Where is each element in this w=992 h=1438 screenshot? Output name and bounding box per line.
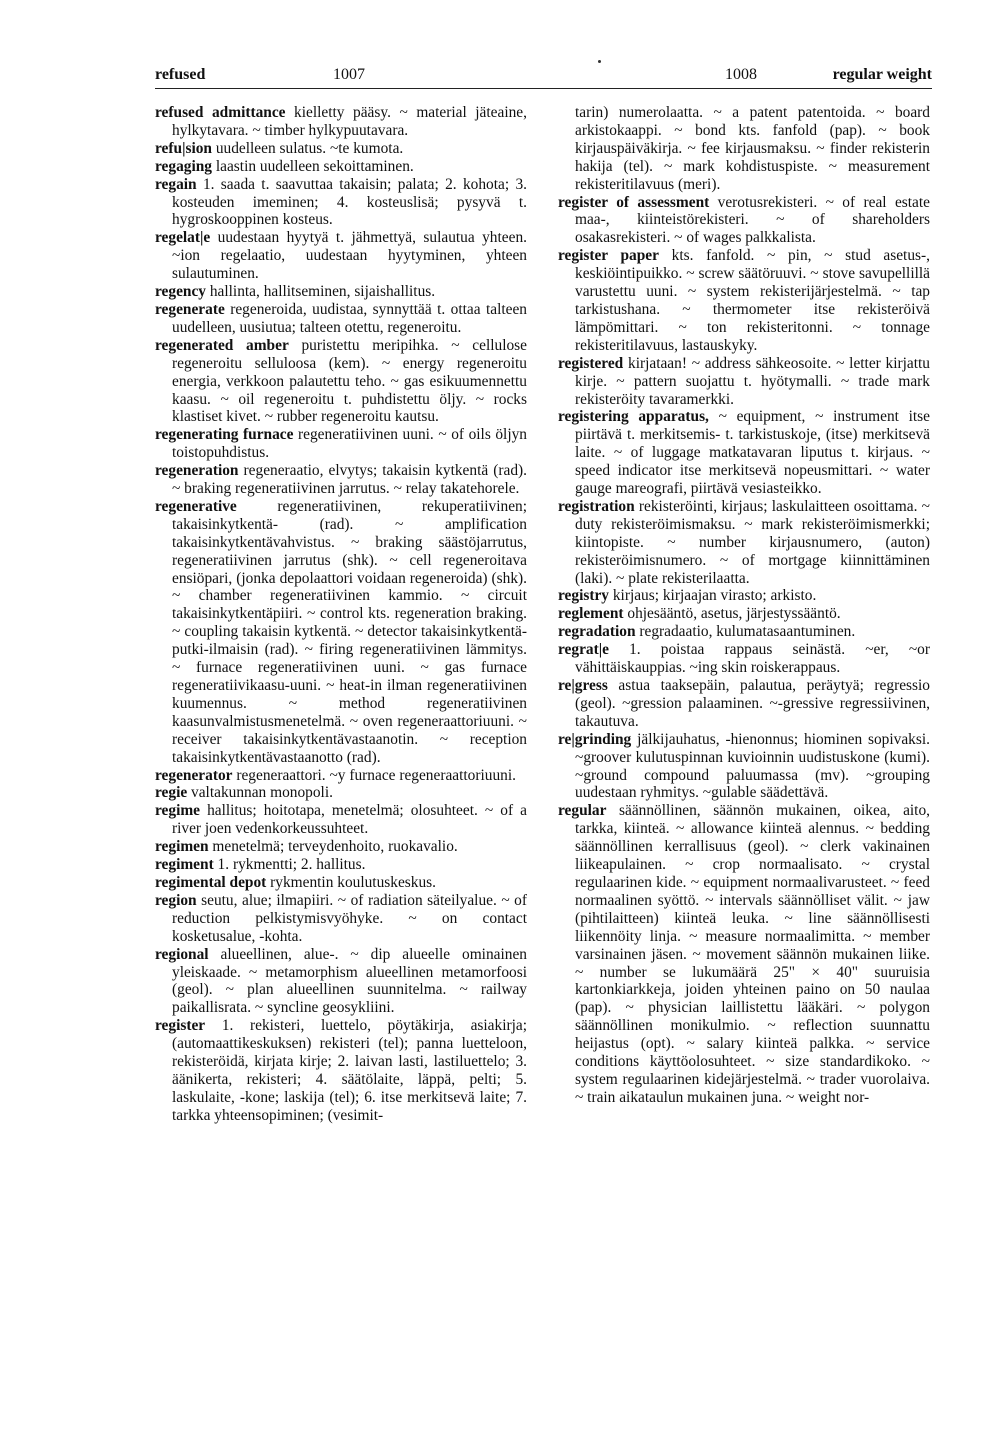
entry-definition: jälkijauhatus, -hienonnus; hiominen sopivaksi. ~groover kulutuspinnan kuvioinnin uudistuskone (kumi). ~ground compound paluumassa (mv). ~grouping uudestaan ryhmitys. ~gulable säädettävä. [575, 730, 930, 802]
entry-definition: ohjesääntö, asetus, järjestyssääntö. [623, 605, 841, 623]
entry-headword: regiment [155, 856, 214, 874]
entry-definition: laastin uudelleen sekoittaminen. [212, 157, 414, 175]
entry-headword: regimen [155, 838, 209, 856]
dictionary-entry [155, 856, 527, 874]
dictionary-entry [155, 874, 527, 892]
dictionary-entry [155, 140, 527, 158]
running-header [155, 62, 932, 89]
entry-headword: registering apparatus, [558, 408, 709, 426]
entry-definition: tarin) numerolaatta. ~ a patent patentoida. ~ board arkistokaappi. ~ bond kts. fanfold (pap). ~ book kirjauspäiväkirja. ~ fee kirjausmaksu. ~ finder rekisterin hakija (tel). ~ mark kohdistuspiste. ~ measurement rekisteritilavuus (meri). [575, 104, 930, 193]
entry-headword: registration [558, 497, 635, 515]
entry-definition: regeneraatio, elvytys; takaisin kytkentä (rad). ~ braking regeneratiivinen jarrutus. ~ relay takatehorele. [172, 462, 527, 498]
entry-definition: 1. rykmentti; 2. hallitus. [213, 856, 366, 874]
entry-definition: alueellinen, alue-. ~ dip alueelle ominainen yleiskaade. ~ metamorphism alueellinen metamorfoosi (geol). ~ plan alueellinen suunnitelma. ~ railway paikallisrata. ~ syncline geosykliini. [172, 945, 527, 1017]
entry-definition: uudestaan hyytyä t. jähmettyä, sulautua yhteen. ~ion regelaatio, uudestaan hyytyminen, yhteen sulautuminen. [172, 229, 527, 283]
dictionary-entry [155, 802, 527, 838]
dictionary-entry [155, 426, 527, 462]
entry-definition: regradaatio, kulumatasaantuminen. [635, 623, 856, 641]
entry-definition: puristettu meripihka. ~ cellulose regeneroitu selluloosa (kem). ~ energy regeneroitu energia, verkkoon palautettu teho. ~ gas esikuumennettu kaasu. ~ oil regeneroitu t. puhdistettu öljy. ~ rocks klastiset kivet. ~ rubber regeneroitu kautsu. [172, 336, 527, 426]
entry-headword: regular [558, 802, 607, 820]
entry-headword: refused admittance [155, 104, 286, 121]
entry-headword: registered [558, 354, 624, 372]
entry-definition: menetelmä; terveydenhoito, ruokavalio. [208, 838, 458, 856]
dictionary-entry [155, 892, 527, 946]
right-column [558, 104, 930, 1107]
dictionary-entry [558, 247, 930, 354]
dictionary-entry [558, 802, 930, 1106]
entry-headword: regenerative [155, 497, 237, 515]
dictionary-entry [558, 731, 930, 803]
right-guide-word: regular weight [832, 66, 932, 83]
entry-headword: regradation [558, 623, 636, 641]
entry-headword: regrat|e [558, 641, 609, 659]
entry-headword: regenerate [155, 300, 225, 318]
entry-headword: re|grinding [558, 730, 632, 748]
entry-definition: rykmentin koulutuskeskus. [266, 873, 437, 891]
entry-definition: 1. rekisteri, luettelo, pöytäkirja, asiakirja; (automaattikeskuksen) rekisteri (tel); panna luetteloon, rekisteröidä, kirjata kirje; 2. laivan lasti, lastiluettelo; 3. äänikerta, rekisteri; 4. säätölaite, läppä, pelti; 5. laskulaite, -kone; laskija (tel); 6. itse merkitsevä laite; 7. tarkka yhteensopiminen; (vesimit- [172, 1017, 527, 1124]
entry-headword: regain [155, 175, 197, 193]
entry-headword: registry [558, 587, 609, 605]
dictionary-entry [155, 498, 527, 767]
entry-definition: uudelleen sulatus. ~te kumota. [211, 139, 404, 157]
entry-definition: säännöllinen, säännön mukainen, oikea, aito, tarkka, kiinteä. ~ allowance kiinteä alennus. ~ bedding säännöllinen kerrallisuus (geol). ~ clerk vakinainen liikeapulainen. ~ crop normaalisato. ~ crystal regulaarinen kide. ~ equipment normaalivarusteet. ~ feed normaalinen syöttö. ~ intervals säännölliset välit. ~ jaw (pihtilaitteen) kiinteä leuka. ~ line säännöllisesti liikennöity linja. ~ measure normaalimitta. ~ member varsinainen jäsen. ~ movement säännön mukainen liike. ~ number se lukumäärä 25" × 40" suuruisia kartonkiarkkeja, joiden yhteinen paino on 50 naulaa (pap). ~ physician laillistettu lääkäri. ~ polygon säännöllinen monikulmio. ~ reflection suunnattu heijastus (opt). ~ salary kiinteä palkka. ~ service conditions käyttöolosuhteet. ~ size standardikoko. ~ system regulaarinen kidejärjestelmä. ~ trader vuorolaiva. ~ train aikataulun mukainen juna. ~ weight nor- [575, 802, 930, 1106]
entry-headword: regenerating furnace [155, 426, 294, 444]
entry-headword: register paper [558, 247, 659, 265]
entry-definition: regeneraattori. ~y furnace regeneraattoriuuni. [232, 766, 516, 784]
entry-definition: 1. saada t. saavuttaa takaisin; palata; 2. kohota; 3. kosteuden imeminen; 4. kosteuslisä; pysyvä t. hygroskooppinen kosteus. [172, 175, 527, 229]
dictionary-entry [155, 767, 527, 785]
print-mark [598, 60, 601, 63]
entry-definition: kirjaus; kirjaajan virasto; arkisto. [609, 587, 817, 605]
dictionary-entry [558, 677, 930, 731]
dictionary-entry [155, 176, 527, 230]
dictionary-entry [155, 337, 527, 427]
entry-headword: regime [155, 802, 201, 820]
dictionary-entry [558, 104, 930, 194]
entry-headword: regenerator [155, 766, 233, 784]
entry-headword: regeneration [155, 462, 239, 480]
dictionary-entry [558, 194, 930, 248]
left-page-number: 1007 [333, 66, 365, 83]
entry-headword: refu|sion [155, 139, 212, 157]
entry-headword: regimental depot [155, 873, 267, 891]
dictionary-entry [155, 838, 527, 856]
dictionary-entry [155, 946, 527, 1018]
dictionary-entry [558, 623, 930, 641]
entry-definition: regeneratiivinen, rekuperatiivinen; takaisinkytkentä- (rad). ~ amplification takaisinkytkentävahvistus. ~ braking säästöjarrutus, regeneratiivinen jarrutus (shk). ~ cell regeneroitava ensiöpari, (jonka depolaattori voidaan regeneroida) (shk). ~ chamber regeneratiivinen kammio. ~ circuit takaisinkytkentäpiiri. ~ control kts. regeneration braking. ~ coupling takaisin kytkentä. ~ detector takaisinkytkentä-putki-ilmaisin (rad). ~ firing regeneratiivinen lämmitys. ~ furnace regeneratiivinen uuni. ~ gas furnace regeneratiivikaasu-uuni. ~ heat-in ilman regeneratiivinen kuumennus. ~ method regeneratiivinen kaasunvalmistusmenetelmä. ~ oven regeneraattoriuuni. ~ receiver takaisinkytkentävastaanotin. ~ reception takaisinkytkentävastaanotto (rad). [172, 497, 527, 766]
dictionary-entry [558, 498, 930, 588]
entry-definition: seutu, alue; ilmapiiri. ~ of radiation säteilyalue. ~ of reduction pelkistymisvyöhyke. ~ on contact kosketusalue, -kohta. [172, 891, 527, 945]
dictionary-entry [558, 587, 930, 605]
entry-headword: region [155, 891, 197, 909]
entry-headword: register of assessment [558, 193, 710, 211]
entry-definition: 1. poistaa rappaus seinästä. ~er, ~or vähittäiskauppias. ~ing skin roiskerappaus. [575, 641, 930, 677]
dictionary-entry [155, 229, 527, 283]
entry-headword: regaging [155, 157, 213, 175]
entry-headword: regional [155, 945, 209, 963]
entry-headword: regency [155, 283, 206, 301]
entry-definition: verotusrekisteri. ~ of real estate maa-, kiinteistörekisteri. ~ of shareholders osakasrekisteri. ~ of wages palkkalista. [575, 193, 930, 247]
entry-definition: kielletty pääsy. ~ material jäteaine, hylkytavara. ~ timber hylkypuutavara. [172, 104, 527, 139]
entry-definition: valtakunnan monopoli. [187, 784, 333, 802]
dictionary-entry [155, 104, 527, 140]
entry-definition: hallinta, hallitseminen, sijaishallitus. [206, 283, 436, 301]
dictionary-entry [558, 355, 930, 409]
left-guide-word: refused [155, 66, 206, 83]
entry-headword: re|gress [558, 677, 608, 694]
entry-definition: ~ equipment, ~ instrument itse piirtävä t. merkitsemis- t. tarkistuskoje, (itse) merkitsevä laite. ~ of luggage matkatavaran liputus t. kirjaus. ~ speed indicator itse merkitsevä nopeusmittari. ~ water gauge mareografi, piirtävä vesiasteikko. [575, 408, 930, 498]
entry-definition: regeneratiivinen uuni. ~ of oils öljyn toistopuhdistus. [172, 426, 527, 462]
entry-headword: regenerated amber [155, 336, 289, 354]
entry-definition: hallitus; hoitotapa, menetelmä; olosuhteet. ~ of a river joen vedenkorkeussuhteet. [172, 802, 527, 838]
entry-definition: regeneroida, uudistaa, synnyttää t. ottaa talteen uudelleen, uusiutua; talteen otettu, regeneroitu. [172, 300, 527, 336]
entry-definition: astua taaksepäin, palautua, peräytyä; regressio (geol). ~gression palaaminen. ~-gressive regressiivinen, takautuva. [575, 677, 930, 730]
entry-definition: kts. fanfold. ~ pin, ~ stud asetus-, keskiöintipuikko. ~ screw säätöruuvi. ~ stove savupellillä varustettu uuni. ~ system rekisterijärjestelmä. ~ tap tarkistushana. ~ thermometer itse rekisteröivä lämpömittari. ~ ton rekisteritonni. ~ tonnage rekisteritilavuus, lastauskyky. [575, 247, 930, 354]
dictionary-entry [155, 158, 527, 176]
entry-definition: kirjataan! ~ address sähkeosoite. ~ letter kirjattu kirje. ~ pattern suojattu t. hyötymalli. ~ trade mark rekisteröity tavaramerkki. [575, 354, 930, 408]
entry-headword: regie [155, 784, 188, 802]
dictionary-entry [558, 641, 930, 677]
entry-headword: reglement [558, 605, 624, 623]
dictionary-entry [155, 1017, 527, 1124]
dictionary-entry [155, 301, 527, 337]
dictionary-entry [558, 408, 930, 498]
left-column [155, 104, 527, 1125]
dictionary-entry [155, 462, 527, 498]
dictionary-entry [155, 283, 527, 301]
dictionary-entry [155, 784, 527, 802]
right-page-number: 1008 [725, 66, 757, 83]
entry-headword: register [155, 1017, 206, 1035]
dictionary-entry [558, 605, 930, 623]
entry-definition: rekisteröinti, kirjaus; laskulaitteen osoittama. ~ duty rekisteröimismaksu. ~ mark rekisteröimismerkki; kiintopiste. ~ number kirjausnumero, (auton) rekisteröimisnumero. ~ of mortgage kiinnittäminen (laki). ~ plate rekisterilaatta. [575, 497, 930, 587]
entry-headword: regelat|e [155, 229, 211, 247]
